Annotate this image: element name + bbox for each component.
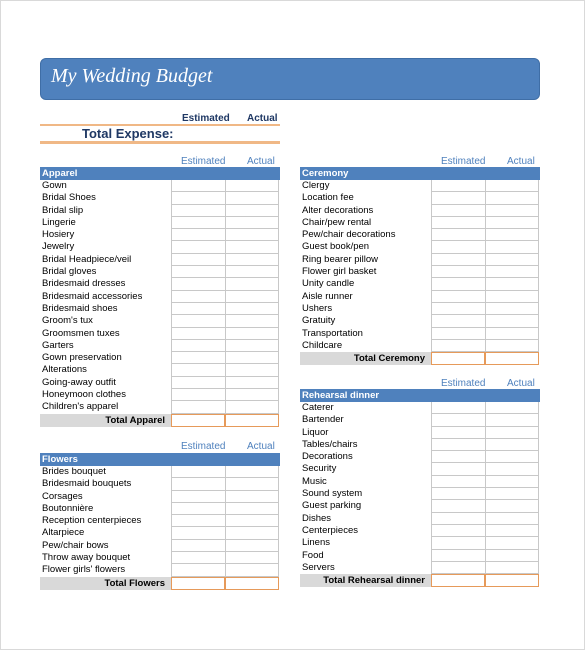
flowers-item-label: Flower girls' flowers (42, 564, 126, 576)
flowers-row (40, 515, 280, 527)
apparel-item-label: Bridal gloves (42, 266, 97, 278)
rehearsal-row (300, 488, 540, 500)
flowers-actual-cell[interactable] (225, 540, 279, 552)
rehearsal-total-label: Total Rehearsal dinner (300, 574, 431, 587)
rehearsal-estimated-cell[interactable] (431, 402, 485, 414)
flowers-header: Flowers (40, 453, 280, 466)
rehearsal-actual-header: Actual (507, 378, 535, 389)
ceremony-estimated-cell[interactable] (431, 278, 485, 290)
flowers-item-label: Reception centerpieces (42, 515, 142, 527)
flowers-row (40, 527, 280, 539)
rehearsal-row (300, 513, 540, 525)
ceremony-row (300, 180, 540, 192)
ceremony-estimated-cell[interactable] (431, 192, 485, 204)
rehearsal-total-actual[interactable] (485, 574, 539, 587)
ceremony-actual-cell[interactable] (485, 241, 539, 253)
apparel-item-label: Bridesmaid accessories (42, 290, 143, 302)
rehearsal-item-label: Bartender (302, 414, 344, 426)
apparel-estimated-cell[interactable] (171, 389, 225, 401)
ceremony-item-label: Transportation (302, 327, 363, 339)
flowers-actual-cell[interactable] (225, 564, 279, 576)
apparel-section (40, 167, 280, 427)
flowers-item-label: Pew/chair bows (42, 539, 109, 551)
flowers-row (40, 466, 280, 478)
apparel-actual-cell[interactable] (225, 229, 279, 241)
summary-estimated-header: Estimated (182, 113, 230, 124)
rehearsal-actual-cell[interactable] (485, 439, 539, 451)
rehearsal-estimated-cell[interactable] (431, 550, 485, 562)
apparel-actual-cell[interactable] (225, 217, 279, 229)
apparel-actual-cell[interactable] (225, 389, 279, 401)
ceremony-actual-cell[interactable] (485, 278, 539, 290)
rehearsal-item-label: Caterer (302, 402, 334, 413)
apparel-estimated-cell[interactable] (171, 401, 225, 413)
apparel-actual-cell[interactable] (225, 401, 279, 413)
flowers-row (40, 552, 280, 564)
rehearsal-row (300, 402, 540, 414)
rehearsal-estimated-cell[interactable] (431, 500, 485, 512)
rehearsal-total-estimated[interactable] (431, 574, 485, 587)
ceremony-actual-cell[interactable] (485, 291, 539, 303)
ceremony-row (300, 278, 540, 290)
ceremony-header: Ceremony (300, 167, 540, 180)
rehearsal-actual-cell[interactable] (485, 500, 539, 512)
rehearsal-estimated-cell[interactable] (431, 427, 485, 439)
ceremony-estimated-cell[interactable] (431, 229, 485, 241)
ceremony-row (300, 291, 540, 303)
ceremony-row (300, 229, 540, 241)
flowers-item-label: Altarpiece (42, 527, 85, 539)
ceremony-row (300, 315, 540, 327)
rehearsal-estimated-cell[interactable] (431, 414, 485, 426)
flowers-total-estimated[interactable] (171, 577, 225, 590)
ceremony-item-label: Pew/chair decorations (302, 229, 396, 241)
apparel-item-label: Bridesmaid dresses (42, 278, 126, 290)
ceremony-item-label: Clergy (302, 180, 330, 191)
apparel-actual-cell[interactable] (225, 340, 279, 352)
ceremony-item-label: Aisle runner (302, 290, 353, 302)
rehearsal-estimated-cell[interactable] (431, 562, 485, 574)
apparel-row (40, 266, 280, 278)
rehearsal-total-row (300, 574, 540, 587)
apparel-actual-header: Actual (247, 156, 275, 167)
apparel-row (40, 254, 280, 266)
summary-actual-header: Actual (247, 113, 278, 124)
rehearsal-actual-cell[interactable] (485, 427, 539, 439)
apparel-estimated-cell[interactable] (171, 377, 225, 389)
apparel-actual-cell[interactable] (225, 315, 279, 327)
apparel-item-label: Bridal Headpiece/veil (42, 253, 132, 265)
ceremony-estimated-cell[interactable] (431, 340, 485, 352)
rehearsal-row (300, 562, 540, 574)
rehearsal-item-label: Sound system (302, 488, 363, 500)
ceremony-actual-header: Actual (507, 156, 535, 167)
apparel-actual-cell[interactable] (225, 278, 279, 290)
flowers-estimated-cell[interactable] (171, 540, 225, 552)
rehearsal-actual-cell[interactable] (485, 402, 539, 414)
flowers-total-label: Total Flowers (40, 577, 171, 590)
apparel-row (40, 340, 280, 352)
apparel-row (40, 217, 280, 229)
ceremony-item-label: Alter decorations (302, 204, 374, 216)
apparel-row (40, 377, 280, 389)
rehearsal-actual-cell[interactable] (485, 537, 539, 549)
apparel-item-label: Gown (42, 180, 67, 191)
apparel-actual-cell[interactable] (225, 254, 279, 266)
ceremony-row (300, 192, 540, 204)
apparel-row (40, 303, 280, 315)
flowers-estimated-cell[interactable] (171, 527, 225, 539)
ceremony-actual-cell[interactable] (485, 340, 539, 352)
rehearsal-estimated-cell[interactable] (431, 463, 485, 475)
ceremony-estimated-cell[interactable] (431, 241, 485, 253)
rehearsal-item-label: Centerpieces (302, 524, 358, 536)
apparel-estimated-cell[interactable] (171, 352, 225, 364)
ceremony-estimated-cell[interactable] (431, 328, 485, 340)
apparel-actual-cell[interactable] (225, 352, 279, 364)
flowers-estimated-cell[interactable] (171, 552, 225, 564)
ceremony-estimated-header: Estimated (441, 156, 486, 167)
ceremony-item-label: Gratuity (302, 315, 336, 327)
apparel-row (40, 192, 280, 204)
apparel-row (40, 315, 280, 327)
apparel-row (40, 291, 280, 303)
ceremony-item-label: Ring bearer pillow (302, 253, 379, 265)
apparel-item-label: Bridal Shoes (42, 192, 96, 204)
flowers-estimated-cell[interactable] (171, 515, 225, 527)
apparel-estimated-cell[interactable] (171, 291, 225, 303)
rehearsal-actual-cell[interactable] (485, 476, 539, 488)
apparel-actual-cell[interactable] (225, 377, 279, 389)
flowers-row (40, 491, 280, 503)
rehearsal-item-label: Linens (302, 537, 330, 549)
ceremony-estimated-cell[interactable] (431, 254, 485, 266)
apparel-actual-cell[interactable] (225, 180, 279, 192)
apparel-header: Apparel (40, 167, 280, 180)
flowers-item-label: Corsages (42, 490, 83, 502)
ceremony-row (300, 217, 540, 229)
rehearsal-actual-cell[interactable] (485, 488, 539, 500)
flowers-row (40, 540, 280, 552)
apparel-row (40, 389, 280, 401)
apparel-item-label: Bridal slip (42, 204, 84, 216)
rehearsal-item-label: Servers (302, 561, 335, 573)
apparel-estimated-cell[interactable] (171, 205, 225, 217)
rehearsal-row (300, 476, 540, 488)
flowers-estimated-cell[interactable] (171, 466, 225, 478)
ceremony-row (300, 266, 540, 278)
ceremony-actual-cell[interactable] (485, 254, 539, 266)
ceremony-item-label: Location fee (302, 192, 354, 204)
apparel-actual-cell[interactable] (225, 266, 279, 278)
ceremony-row (300, 303, 540, 315)
rehearsal-row (300, 463, 540, 475)
apparel-row (40, 180, 280, 192)
ceremony-actual-cell[interactable] (485, 266, 539, 278)
flowers-actual-header: Actual (247, 441, 275, 452)
rehearsal-actual-cell[interactable] (485, 562, 539, 574)
apparel-row (40, 205, 280, 217)
ceremony-actual-cell[interactable] (485, 192, 539, 204)
apparel-estimated-cell[interactable] (171, 217, 225, 229)
rehearsal-item-label: Tables/chairs (302, 438, 358, 450)
page-title: My Wedding Budget (51, 65, 213, 87)
apparel-estimated-cell[interactable] (171, 180, 225, 192)
apparel-estimated-cell[interactable] (171, 364, 225, 376)
ceremony-actual-cell[interactable] (485, 328, 539, 340)
rehearsal-estimated-cell[interactable] (431, 439, 485, 451)
ceremony-row (300, 254, 540, 266)
apparel-estimated-cell[interactable] (171, 278, 225, 290)
flowers-row (40, 478, 280, 490)
apparel-item-label: Going-away outfit (42, 376, 116, 388)
ceremony-actual-cell[interactable] (485, 180, 539, 192)
rehearsal-estimated-cell[interactable] (431, 476, 485, 488)
rehearsal-item-label: Security (302, 463, 337, 475)
apparel-item-label: Honeymoon clothes (42, 389, 126, 401)
ceremony-item-label: Guest book/pen (302, 241, 370, 253)
ceremony-actual-cell[interactable] (485, 229, 539, 241)
apparel-row (40, 278, 280, 290)
ceremony-estimated-cell[interactable] (431, 303, 485, 315)
ceremony-section (300, 167, 540, 365)
ceremony-row (300, 241, 540, 253)
ceremony-row (300, 328, 540, 340)
flowers-estimated-cell[interactable] (171, 491, 225, 503)
apparel-estimated-cell[interactable] (171, 241, 225, 253)
apparel-estimated-cell[interactable] (171, 192, 225, 204)
rehearsal-item-label: Decorations (302, 451, 353, 463)
flowers-total-actual[interactable] (225, 577, 279, 590)
rehearsal-estimated-cell[interactable] (431, 513, 485, 525)
rehearsal-actual-cell[interactable] (485, 414, 539, 426)
apparel-row (40, 364, 280, 376)
flowers-actual-cell[interactable] (225, 527, 279, 539)
flowers-actual-cell[interactable] (225, 478, 279, 490)
ceremony-row (300, 340, 540, 352)
apparel-actual-cell[interactable] (225, 205, 279, 217)
ceremony-actual-cell[interactable] (485, 303, 539, 315)
rehearsal-actual-cell[interactable] (485, 451, 539, 463)
rehearsal-item-label: Liquor (302, 426, 329, 438)
flowers-item-label: Throw away bouquet (42, 552, 131, 564)
apparel-estimated-cell[interactable] (171, 328, 225, 340)
apparel-actual-cell[interactable] (225, 192, 279, 204)
ceremony-item-label: Flower girl basket (302, 266, 377, 278)
apparel-row (40, 328, 280, 340)
rehearsal-row (300, 537, 540, 549)
rehearsal-row (300, 427, 540, 439)
ceremony-row (300, 205, 540, 217)
apparel-estimated-cell[interactable] (171, 340, 225, 352)
ceremony-estimated-cell[interactable] (431, 217, 485, 229)
flowers-actual-cell[interactable] (225, 552, 279, 564)
flowers-actual-cell[interactable] (225, 503, 279, 515)
ceremony-item-label: Unity candle (302, 278, 355, 290)
apparel-actual-cell[interactable] (225, 328, 279, 340)
flowers-estimated-cell[interactable] (171, 503, 225, 515)
apparel-item-label: Gown preservation (42, 352, 122, 364)
apparel-estimated-header: Estimated (181, 156, 226, 167)
apparel-total-estimated[interactable] (171, 414, 225, 427)
rehearsal-row (300, 414, 540, 426)
apparel-estimated-cell[interactable] (171, 315, 225, 327)
flowers-item-label: Bridesmaid bouquets (42, 478, 132, 490)
apparel-estimated-cell[interactable] (171, 303, 225, 315)
apparel-total-row (40, 414, 280, 427)
apparel-row (40, 229, 280, 241)
rehearsal-actual-cell[interactable] (485, 463, 539, 475)
ceremony-estimated-cell[interactable] (431, 315, 485, 327)
apparel-row (40, 401, 280, 413)
rehearsal-actual-cell[interactable] (485, 525, 539, 537)
apparel-actual-cell[interactable] (225, 364, 279, 376)
ceremony-actual-cell[interactable] (485, 205, 539, 217)
flowers-estimated-cell[interactable] (171, 478, 225, 490)
rehearsal-item-label: Dishes (302, 512, 332, 524)
rehearsal-estimated-cell[interactable] (431, 488, 485, 500)
rehearsal-section (300, 389, 540, 587)
flowers-row (40, 503, 280, 515)
flowers-actual-cell[interactable] (225, 466, 279, 478)
flowers-item-label: Boutonnière (42, 502, 94, 514)
flowers-actual-cell[interactable] (225, 515, 279, 527)
apparel-row (40, 352, 280, 364)
apparel-item-label: Jewelry (42, 241, 75, 253)
ceremony-estimated-cell[interactable] (431, 180, 485, 192)
apparel-actual-cell[interactable] (225, 241, 279, 253)
flowers-item-label: Brides bouquet (42, 466, 106, 477)
ceremony-item-label: Chair/pew rental (302, 216, 372, 228)
apparel-actual-cell[interactable] (225, 303, 279, 315)
apparel-item-label: Alterations (42, 364, 87, 376)
rehearsal-estimated-cell[interactable] (431, 525, 485, 537)
ceremony-total-estimated[interactable] (431, 352, 485, 365)
rehearsal-row (300, 500, 540, 512)
apparel-item-label: Groomsmen tuxes (42, 327, 120, 339)
ceremony-estimated-cell[interactable] (431, 291, 485, 303)
title-banner (40, 58, 540, 100)
flowers-section (40, 453, 280, 590)
rehearsal-header: Rehearsal dinner (300, 389, 540, 402)
apparel-total-label: Total Apparel (40, 414, 171, 427)
flowers-estimated-header: Estimated (181, 441, 226, 452)
apparel-item-label: Children's apparel (42, 401, 119, 413)
ceremony-item-label: Ushers (302, 302, 333, 314)
apparel-actual-cell[interactable] (225, 291, 279, 303)
ceremony-total-label: Total Ceremony (300, 352, 431, 365)
flowers-total-row (40, 577, 280, 590)
ceremony-actual-cell[interactable] (485, 217, 539, 229)
rehearsal-estimated-cell[interactable] (431, 451, 485, 463)
rehearsal-item-label: Music (302, 475, 327, 487)
rehearsal-actual-cell[interactable] (485, 513, 539, 525)
apparel-item-label: Hosiery (42, 229, 75, 241)
apparel-item-label: Garters (42, 339, 74, 351)
flowers-actual-cell[interactable] (225, 491, 279, 503)
rehearsal-item-label: Guest parking (302, 500, 362, 512)
rehearsal-row (300, 451, 540, 463)
ceremony-item-label: Childcare (302, 339, 343, 351)
apparel-item-label: Bridesmaid shoes (42, 302, 118, 314)
total-expense-label: Total Expense: (82, 126, 174, 141)
ceremony-actual-cell[interactable] (485, 315, 539, 327)
apparel-total-actual[interactable] (225, 414, 279, 427)
rehearsal-estimated-cell[interactable] (431, 537, 485, 549)
summary-divider-bottom (40, 141, 280, 144)
apparel-estimated-cell[interactable] (171, 254, 225, 266)
rehearsal-actual-cell[interactable] (485, 550, 539, 562)
ceremony-estimated-cell[interactable] (431, 205, 485, 217)
rehearsal-estimated-header: Estimated (441, 378, 486, 389)
ceremony-estimated-cell[interactable] (431, 266, 485, 278)
flowers-row (40, 564, 280, 576)
apparel-estimated-cell[interactable] (171, 266, 225, 278)
flowers-estimated-cell[interactable] (171, 564, 225, 576)
apparel-item-label: Groom's tux (42, 315, 93, 327)
ceremony-total-actual[interactable] (485, 352, 539, 365)
rehearsal-item-label: Food (302, 549, 324, 561)
rehearsal-row (300, 439, 540, 451)
rehearsal-row (300, 525, 540, 537)
apparel-row (40, 241, 280, 253)
rehearsal-row (300, 550, 540, 562)
ceremony-total-row (300, 352, 540, 365)
apparel-estimated-cell[interactable] (171, 229, 225, 241)
apparel-item-label: Lingerie (42, 216, 76, 228)
